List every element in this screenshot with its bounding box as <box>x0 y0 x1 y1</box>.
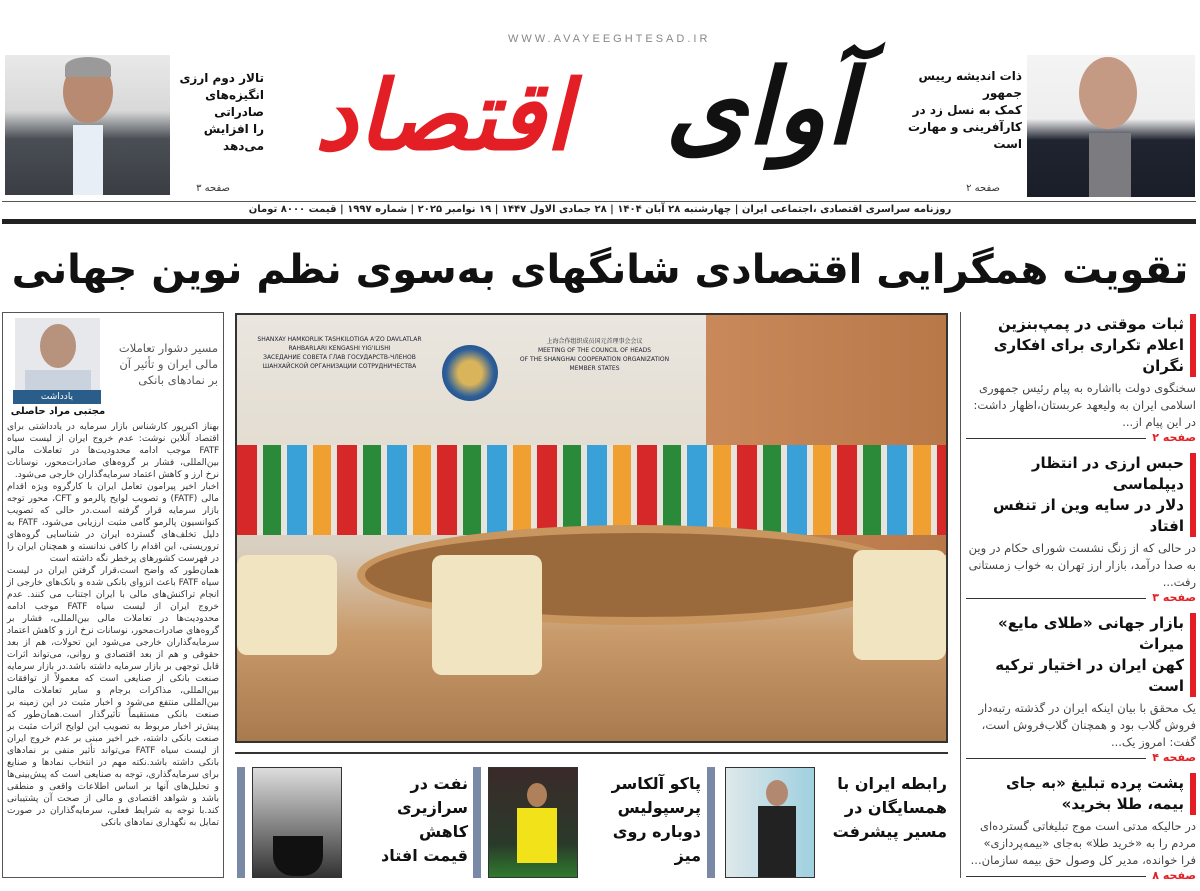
news-summary: سخنگوی دولت بااشاره به پیام رئیس جمهوری اسلامی ایران به ولیعهد عربستان،اظهار داشت: در این پیام از... <box>973 381 1196 429</box>
headline-line: پشت پرده تبلیغ «به جای <box>1005 774 1184 792</box>
opinion-title[interactable] <box>106 340 218 388</box>
masthead-divider <box>2 201 1196 202</box>
paragraph: همان‌طور که واضح است،قرار گرفتن ایران در لیست سیاه FATF باعث انزوای بانکی شده و بانک‌های خارجی از انجام تراکنش‌های مالی با ایران اجتناب می کنند. عدم خروج ایران از لیست سیاه FATF موجب ادامه محدودیت‌ها در تعاملات مالی بین‌المللی، فشار بر گروه‌های صادرات‌محور، نوسانات نرخ ارز و کاهش اعتماد سرمایه‌گذاران خارجی می‌شود این تحولات، هم از بعد حقوقی و هم از بعد اقتصادی و روانی، می‌تواند اثرات قابل توجهی بر بازار سرمایه داشته باشد.در بازار سرمایه صنعت بانکی از صنایعی است که معمولاً از توافقات بین‌المللی، مذاکرات برجام و سایر تعاملات مالی بین‌المللی منتفع می‌شود و اخبار مثبت در این زمینه بر صنعت بانکی مستقیماً تأثیرگذار است.همان‌طور که پیش‌تر اخبار مربوط به تصویب این لوایح اثرات مثبت بر صنعت بانکی داشته، خبر اخیر مبنی بر عدم خروج ایران از لیست سیاه FATF می‌تواند تأثیر منفی بر نمادهای بانکی داشته باشد.نکته مهم در انتخاب نمادها و صنایع برای سرمایه‌گذاری، توجه به صنایعی است که پیش‌بینی‌ها و تحلیل‌های آنها بر اساس اطلاعات واقعی و منطقی باشد و شواهد اقتصادی و مالی از صحت آن پشتیبانی کند.با توجه به شرایط فعلی، سرمایه‌گذاران در صورت تمایل به نگهداری نمادهای بانکی <box>7 566 220 828</box>
news-summary: در حالی که از زنگ نشست شورای حکام در وین به صدا درآمد، بازار ارز تهران به خواب زمستانی رفت... <box>968 541 1196 589</box>
opinion-body <box>7 421 219 829</box>
page-ref[interactable] <box>966 431 1196 445</box>
news-item[interactable] <box>966 314 1196 445</box>
right-column-rule <box>960 312 961 878</box>
accent-bar <box>237 767 245 878</box>
page-ref-label: صفحه ۲ <box>1152 431 1196 444</box>
news-item[interactable] <box>966 453 1196 605</box>
top-right-teaser[interactable] <box>900 68 1022 153</box>
title-line: مسیر دشوار تعاملات <box>118 341 218 355</box>
banner-text: ЗАСЕДАНИЕ СОВЕТА ГЛАВ ГОСУДАРСТВ-ЧЛЕНОВ <box>263 354 416 361</box>
paragraph: اخبار اخیر پیرامون تعامل ایران با کارگروه ویژه اقدام مالی (FATF) و تصویب لوایح پالرمو و CFT، محور توجه بازار سرمایه قرار گرفته است.در حالی که تصویب کنوانسیون پالرمو گامی مثبت ارزیابی می‌شود، FATF به دلیل تخلف‌های گسترده ایران در شناسایی گروه‌های تروریستی، این اقدام را کافی ندانسته و همچنان ایران را در فهرست کشورهای پرخطر نگه داشته است <box>7 482 219 564</box>
main-headline[interactable]: تقویت همگرایی اقتصادی شانگهای به‌سوی نظم نوین جهانی <box>11 247 1189 293</box>
headline-line: بیمه، طلا بخرید» <box>1061 795 1184 813</box>
banner-text: 上海合作组织成员国元首理事会会议 <box>546 338 643 345</box>
bottom-teaser-1[interactable] <box>819 772 947 844</box>
masthead-thick-rule <box>2 219 1196 224</box>
bottom-teaser-3[interactable] <box>345 772 468 868</box>
headline-line: انگیزه‌های صادراتی <box>205 88 264 119</box>
headline-line: را افزایش می‌دهد <box>203 122 264 153</box>
bottom-photo-speaker[interactable] <box>725 767 815 878</box>
page-ref-label: صفحه ۴ <box>1152 751 1196 764</box>
news-headline <box>966 453 1196 537</box>
banner-text: OF THE SHANGHAI COOPERATION ORGANIZATION <box>519 356 670 363</box>
news-item[interactable] <box>966 773 1196 883</box>
headline-line: پاکو آلکاسر <box>611 774 701 793</box>
dateline: روزنامه سراسری اقتصادی ،اجتماعی ایران | چهارشنبه ۲۸ آبان ۱۴۰۴ | ۲۸ جمادی الاول ۱۴۴۷ | ۱۹ نوامبر ۲۰۲۵ | شماره ۱۹۹۷ | قیمت ۸۰۰۰ تومان <box>248 204 952 215</box>
logo-black-text: آوای <box>665 45 855 168</box>
author-photo <box>15 318 100 390</box>
news-item[interactable] <box>966 613 1196 765</box>
headline-line: دلار در سایه وین از تنفس افتاد <box>992 496 1184 535</box>
top-right-photo <box>1027 55 1195 197</box>
title-line: مالی ایران و تأثیر آن <box>119 357 218 371</box>
headline-line: همسایگان در <box>844 798 947 817</box>
section-divider <box>235 752 948 754</box>
headline-line: تالار دوم ارزی <box>179 71 264 85</box>
page-ref[interactable] <box>966 751 1196 765</box>
news-headline <box>966 613 1196 697</box>
accent-bar <box>473 767 481 878</box>
opinion-label: یادداشت <box>13 390 101 404</box>
headline-line: سرازیری کاهش <box>396 798 468 841</box>
banner-text: RAHBARLARI KENGASHI YIG'ILISHI <box>288 345 391 352</box>
banner-text: SHANXAY HAMKORLIK TASHKILOTIGA A'ZO DAVLATLAR <box>257 336 422 343</box>
main-photo[interactable] <box>235 313 948 743</box>
top-right-page-ref[interactable]: صفحه ۲ <box>966 183 1000 194</box>
headline-line: مسیر پیشرفت <box>832 822 947 841</box>
bottom-photo-footballer[interactable] <box>488 767 578 878</box>
headline-line: ثبات موقتی در پمپ‌بنزین <box>997 315 1184 333</box>
headline-line: اعلام تکراری برای افکاری نگران <box>993 336 1184 375</box>
website-url[interactable]: WWW.AVAYEEGHTESAD.IR <box>508 33 711 45</box>
banner-text: ШАНХАЙСКОЙ ОРГАНИЗАЦИИ СОТРУДНИЧЕСТВА <box>262 363 417 370</box>
bottom-photo-oil[interactable] <box>252 767 342 878</box>
headline-line: پرسپولیس <box>617 798 701 817</box>
page-ref-label: صفحه ۸ <box>1152 869 1196 882</box>
page-ref-label: صفحه ۳ <box>1152 591 1196 604</box>
news-headline <box>966 314 1196 377</box>
paragraph: بهناز اکبرپور کارشناس بازار سرمایه در یادداشتی برای اقتصاد آنلاین نوشت: عدم خروج ایران از لیست سیاه FATF موجب ادامه محدودیت‌ها در تعاملات مالی بین‌المللی، فشار بر گروه‌های صادرات‌محور، نوسانات نرخ ارز و کاهش اعتماد سرمایه‌گذاران خارجی می‌شود. <box>7 422 219 480</box>
headline-line: حبس ارزی در انتظار دیپلماسی <box>1031 454 1184 493</box>
opinion-author: مجتبی مراد حاصلی <box>10 406 106 417</box>
top-left-photo <box>5 55 170 195</box>
news-summary: یک محقق با بیان اینکه ایران در گذشته رتبه‌دار فروش گلاب بود و همچنان گلاب‌فروش است، گفت: امروز یک... <box>978 701 1196 749</box>
right-column <box>966 314 1196 891</box>
headline-line: بازار جهانی «طلای مایع» میراث <box>998 614 1184 653</box>
page-ref[interactable] <box>966 869 1196 883</box>
accent-bar <box>707 767 715 878</box>
banner-text: MEETING OF THE COUNCIL OF HEADS <box>537 347 652 354</box>
headline-line: قیمت افتاد <box>381 846 468 865</box>
headline-line: رابطه ایران با <box>837 774 947 793</box>
top-left-page-ref[interactable]: صفحه ۳ <box>196 183 230 194</box>
banner-text: MEMBER STATES <box>569 365 620 372</box>
news-summary: در حالیکه مدتی است موج تبلیغاتی گسترده‌ای مردم را به «خرید طلا» به‌جای «بیمه‌پردازی» فرا خوانده، مدیر کل وصول حق بیمه سازمان... <box>970 819 1196 867</box>
sco-emblem <box>442 345 498 401</box>
headline-line: کارآفرینی و مهارت است <box>907 120 1022 151</box>
logo-red-text: اقتصاد <box>314 59 572 172</box>
flags <box>237 445 946 535</box>
headline-line: نفت در <box>410 774 468 793</box>
news-headline <box>966 773 1196 815</box>
headline-line: کمک به نسل زد در <box>912 103 1022 117</box>
headline-line: دوباره روی میز <box>612 822 701 865</box>
headline-line: ذات اندیشه رییس جمهور <box>918 69 1022 100</box>
title-line: بر نمادهای بانکی <box>138 373 218 387</box>
page-ref[interactable] <box>966 591 1196 605</box>
headline-line: کهن ایران در اختیار ترکیه است <box>995 656 1184 695</box>
top-left-teaser[interactable] <box>172 70 264 155</box>
bottom-teaser-2[interactable] <box>581 772 701 868</box>
